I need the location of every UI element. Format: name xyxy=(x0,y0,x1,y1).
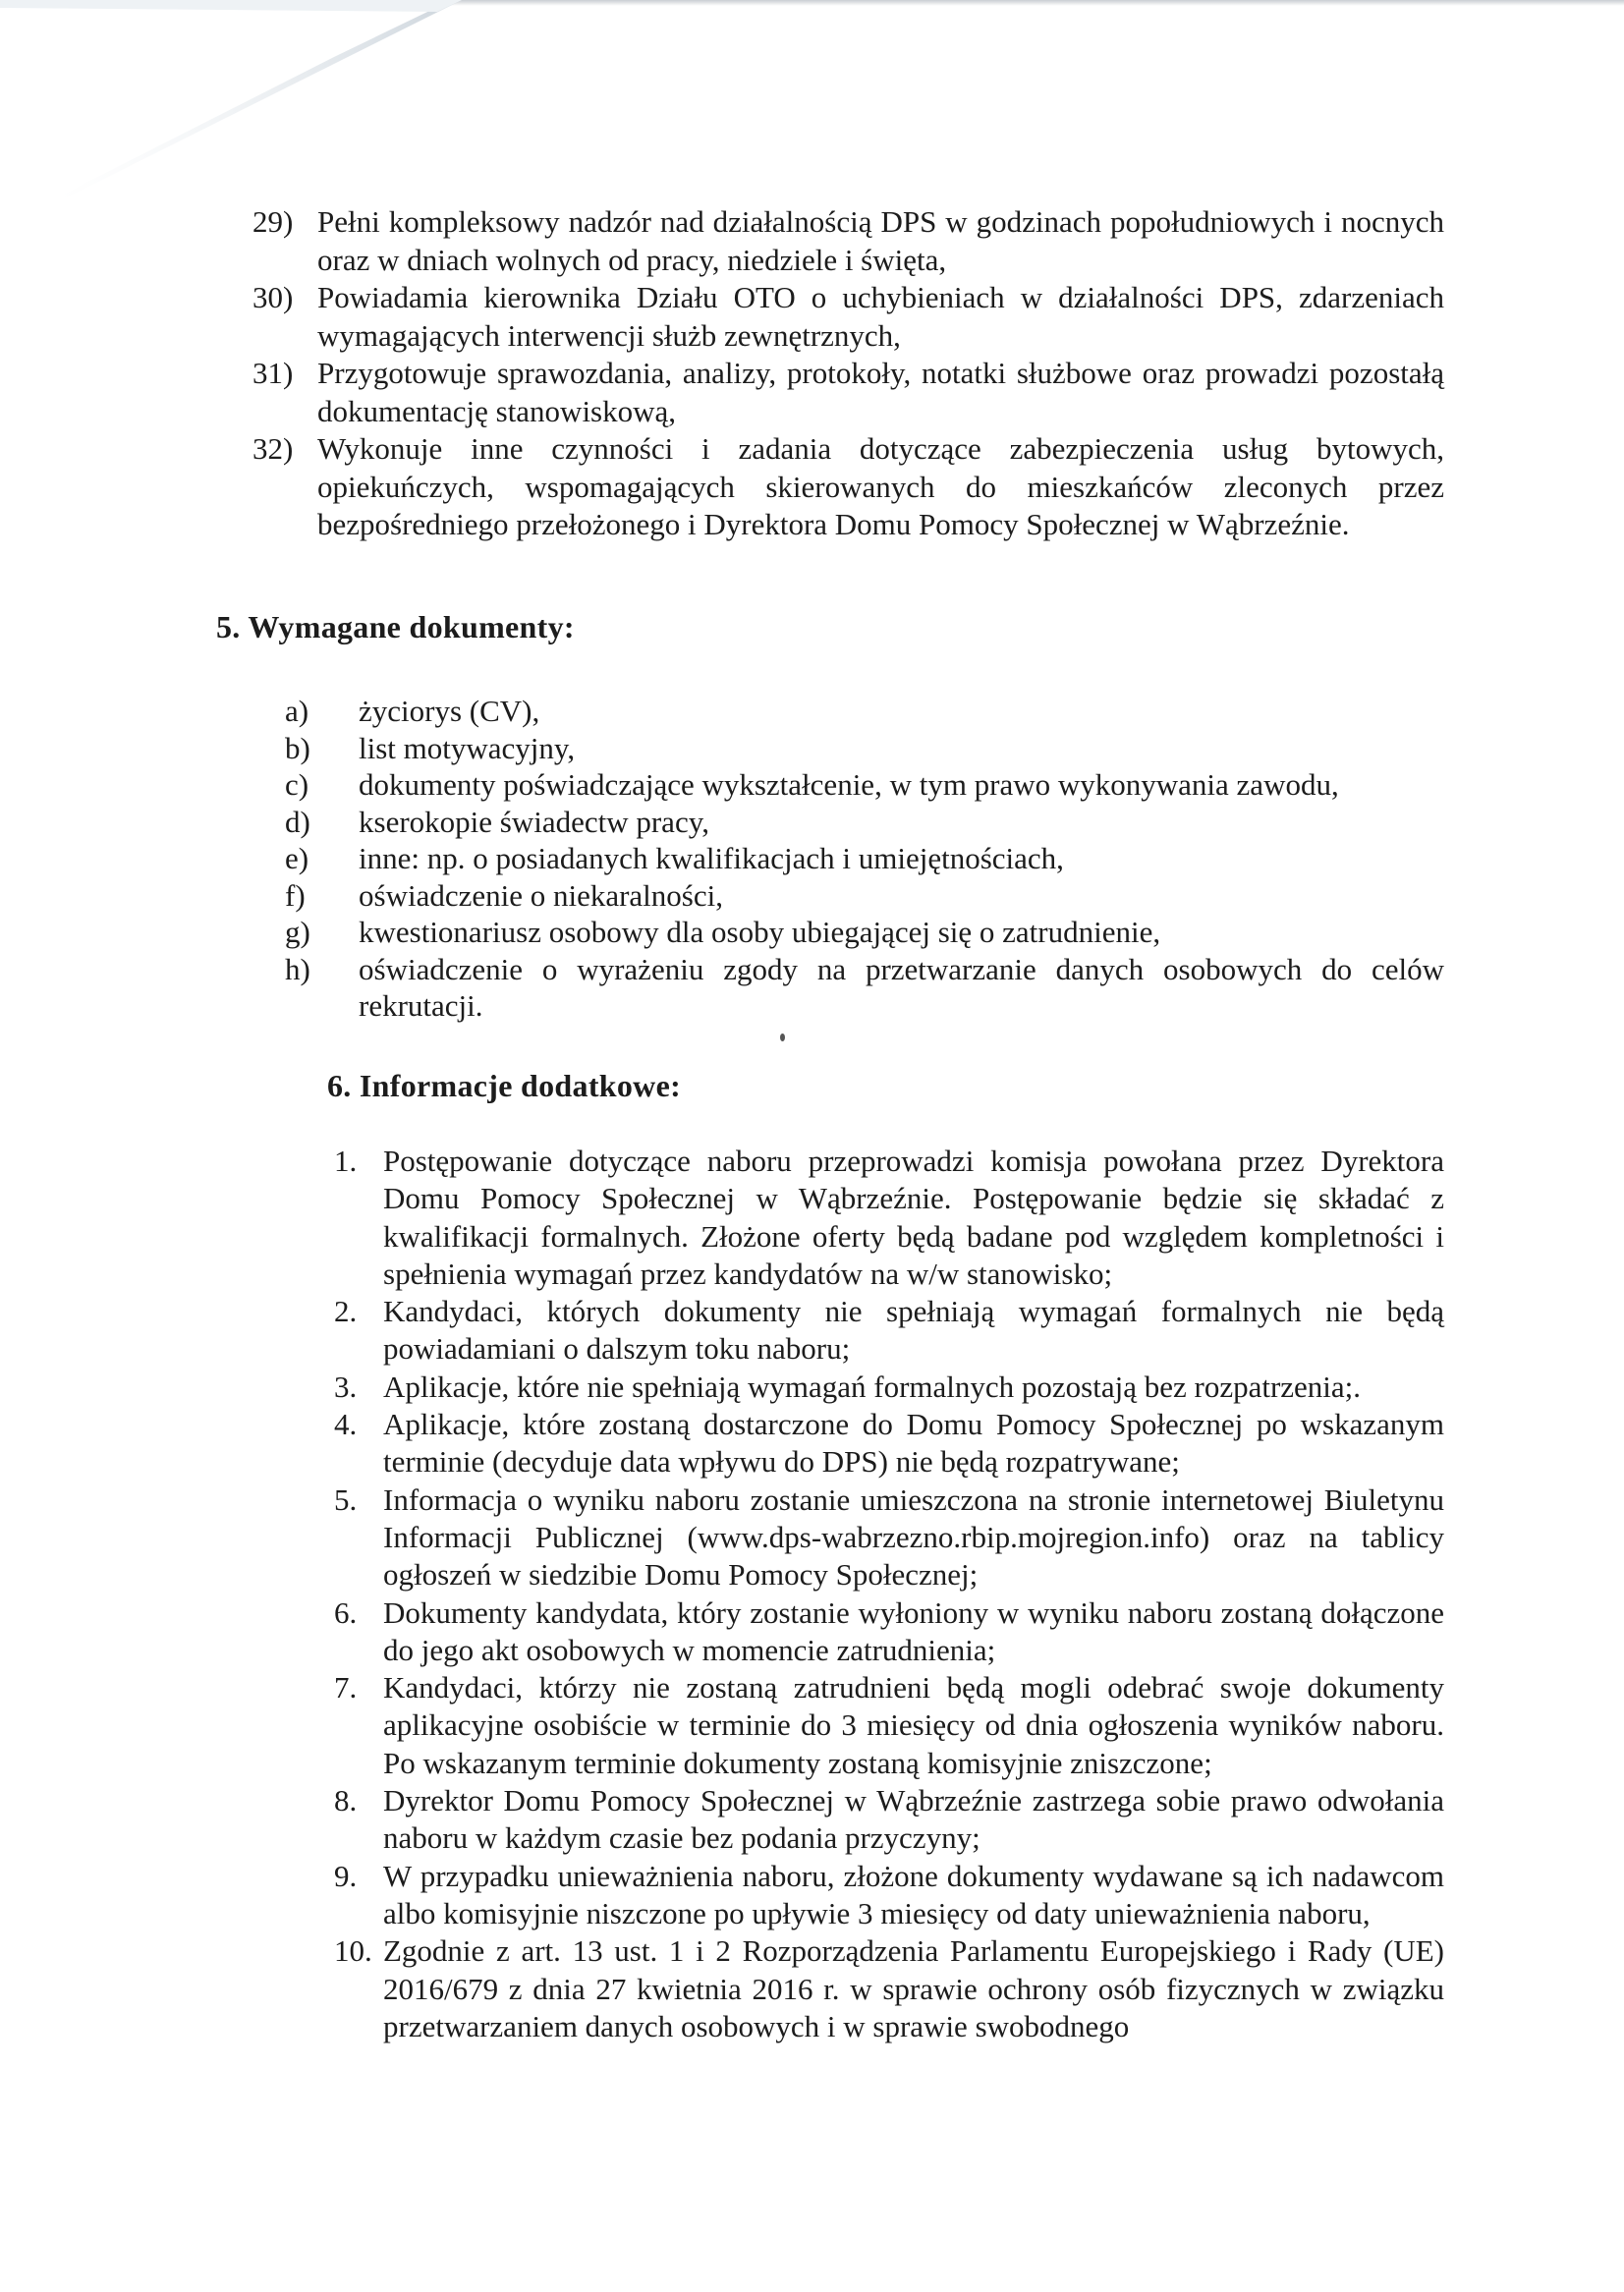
item-text: W przypadku unieważnienia naboru, złożone dokumenty wydawane są ich nadawcom albo komisyjnie niszczone po upływie 3 miesięcy od daty unieważnienia naboru, xyxy=(383,1858,1444,1930)
item-text: Aplikacje, które zostaną dostarczone do Domu Pomocy Społecznej po wskazanym terminie (decyduje data wpływu do DPS) nie będą rozpatrywane; xyxy=(383,1407,1444,1480)
duty-item xyxy=(252,203,1444,279)
document-item xyxy=(285,693,1444,730)
info-item xyxy=(334,1669,1444,1782)
item-letter: b) xyxy=(285,730,310,765)
info-item xyxy=(334,1594,1444,1670)
duty-number: 30) xyxy=(252,280,294,314)
duty-text: Pełni kompleksowy nadzór nad działalnością DPS w godzinach popołudniowych i nocnych oraz w dniach wolnych od pracy, niedziele i święta, xyxy=(317,204,1444,277)
additional-info-list xyxy=(334,1143,1444,2045)
item-number: 10. xyxy=(334,1933,372,1969)
document-item xyxy=(285,951,1444,1025)
item-text: Dyrektor Domu Pomocy Społecznej w Wąbrzeźnie zastrzega sobie prawo odwołania naboru w każdym czasie bez podania przyczyny; xyxy=(383,1783,1444,1856)
item-text: Dokumenty kandydata, który zostanie wyłoniony w wyniku naboru zostaną dołączone do jego akt osobowych w momencie zatrudnienia; xyxy=(383,1594,1444,1667)
item-letter: f) xyxy=(285,877,306,913)
section-6-heading: 6. Informacje dodatkowe: xyxy=(327,1068,682,1103)
item-letter: c) xyxy=(285,767,309,802)
item-text: Postępowanie dotyczące naboru przeprowadzi komisja powołana przez Dyrektora Domu Pomocy Społecznej w Wąbrzeźnie. Postępowanie będzie się składać z kwalifikacji formalnych. Złożone oferty będą badane pod względem kompletności i spełnienia wymagań przez kandydatów na w/w stanowisko; xyxy=(383,1144,1444,1291)
duty-item xyxy=(252,279,1444,355)
document-item xyxy=(285,877,1444,915)
duty-item xyxy=(252,430,1444,544)
item-text: Zgodnie z art. 13 ust. 1 i 2 Rozporządzenia Parlamentu Europejskiego i Rady (UE) 2016/679 z dnia 27 kwietnia 2016 r. w sprawie ochrony osób fizycznych w związku przetwarzaniem danych osobowych i w sprawie swobodnego xyxy=(383,1933,1444,2043)
item-number: 4. xyxy=(334,1407,358,1442)
paper-fold-shadow xyxy=(0,0,1624,196)
duty-text: Powiadamia kierownika Działu OTO o uchybieniach w działalności DPS, zdarzeniach wymagających interwencji służb zewnętrznych, xyxy=(317,280,1444,353)
item-text: życiorys (CV), xyxy=(359,694,540,728)
duty-text: Wykonuje inne czynności i zadania dotyczące zabezpieczenia usług bytowych, opiekuńczych, wspomagających skierowanych do mieszkańców zleconych przez bezpośredniego przełożonego i Dyrektora Domu Pomocy Społecznej w Wąbrzeźnie. xyxy=(317,431,1444,541)
item-number: 5. xyxy=(334,1481,358,1517)
item-number: 7. xyxy=(334,1670,358,1705)
item-text: Kandydaci, których dokumenty nie spełniają wymagań formalnych nie będą powiadamiani o dalszym toku naboru; xyxy=(383,1294,1444,1367)
scan-speck xyxy=(780,1034,785,1041)
info-item xyxy=(334,1481,1444,1594)
document-item xyxy=(285,766,1444,804)
info-item xyxy=(334,1143,1444,1293)
item-number: 8. xyxy=(334,1783,358,1818)
item-number: 1. xyxy=(334,1144,358,1178)
section-5-heading: 5. Wymagane dokumenty: xyxy=(216,609,575,644)
item-text: Kandydaci, którzy nie zostaną zatrudnieni będą mogli odebrać swoje dokumenty aplikacyjne osobiście w terminie do 3 miesięcy od dnia ogłoszenia wyników naboru. Po wskazanym terminie dokumenty zostaną komisyjnie zniszczone; xyxy=(383,1670,1444,1780)
required-documents-list xyxy=(285,693,1444,1025)
duty-text: Przygotowuje sprawozdania, analizy, protokoły, notatki służbowe oraz prowadzi pozostałą dokumentację stanowiskową, xyxy=(317,356,1444,428)
item-letter: e) xyxy=(285,841,309,875)
item-number: 9. xyxy=(334,1858,358,1893)
duty-item xyxy=(252,355,1444,430)
item-text: Informacja o wyniku naboru zostanie umieszczona na stronie internetowej Biuletynu Informacji Publicznej (www.dps-wabrzezno.rbip.mojregion.info) oraz na tablicy ogłoszeń w siedzibie Domu Pomocy Społecznej; xyxy=(383,1481,1444,1593)
item-letter: a) xyxy=(285,694,309,728)
duty-number: 32) xyxy=(252,431,294,466)
info-item xyxy=(334,1858,1444,1933)
item-number: 6. xyxy=(334,1594,358,1630)
info-item xyxy=(334,1782,1444,1858)
item-letter: g) xyxy=(285,915,310,949)
document-item xyxy=(285,914,1444,951)
item-text: kserokopie świadectw pracy, xyxy=(359,804,709,839)
item-text: list motywacyjny, xyxy=(359,730,576,765)
scan-top-edge xyxy=(0,0,1624,6)
item-number: 3. xyxy=(334,1369,358,1404)
item-text: Aplikacje, które nie spełniają wymagań formalnych pozostają bez rozpatrzenia;. xyxy=(383,1369,1362,1404)
info-item xyxy=(334,1369,1444,1406)
duties-list xyxy=(252,203,1444,544)
document-item xyxy=(285,730,1444,767)
document-item xyxy=(285,840,1444,877)
item-number: 2. xyxy=(334,1294,358,1329)
item-text: dokumenty poświadczające wykształcenie, w tym prawo wykonywania zawodu, xyxy=(359,767,1339,802)
item-letter: h) xyxy=(285,951,310,986)
document-item xyxy=(285,804,1444,841)
item-letter: d) xyxy=(285,804,310,839)
duty-number: 29) xyxy=(252,204,294,239)
item-text: kwestionariusz osobowy dla osoby ubiegającej się o zatrudnienie, xyxy=(359,915,1161,949)
item-text: oświadczenie o niekaralności, xyxy=(359,877,723,913)
duty-number: 31) xyxy=(252,356,294,390)
info-item xyxy=(334,1406,1444,1481)
info-item xyxy=(334,1293,1444,1369)
item-text: inne: np. o posiadanych kwalifikacjach i umiejętnościach, xyxy=(359,841,1064,875)
item-text: oświadczenie o wyrażeniu zgody na przetwarzanie danych osobowych do celów rekrutacji. xyxy=(359,951,1444,1023)
info-item xyxy=(334,1932,1444,2045)
